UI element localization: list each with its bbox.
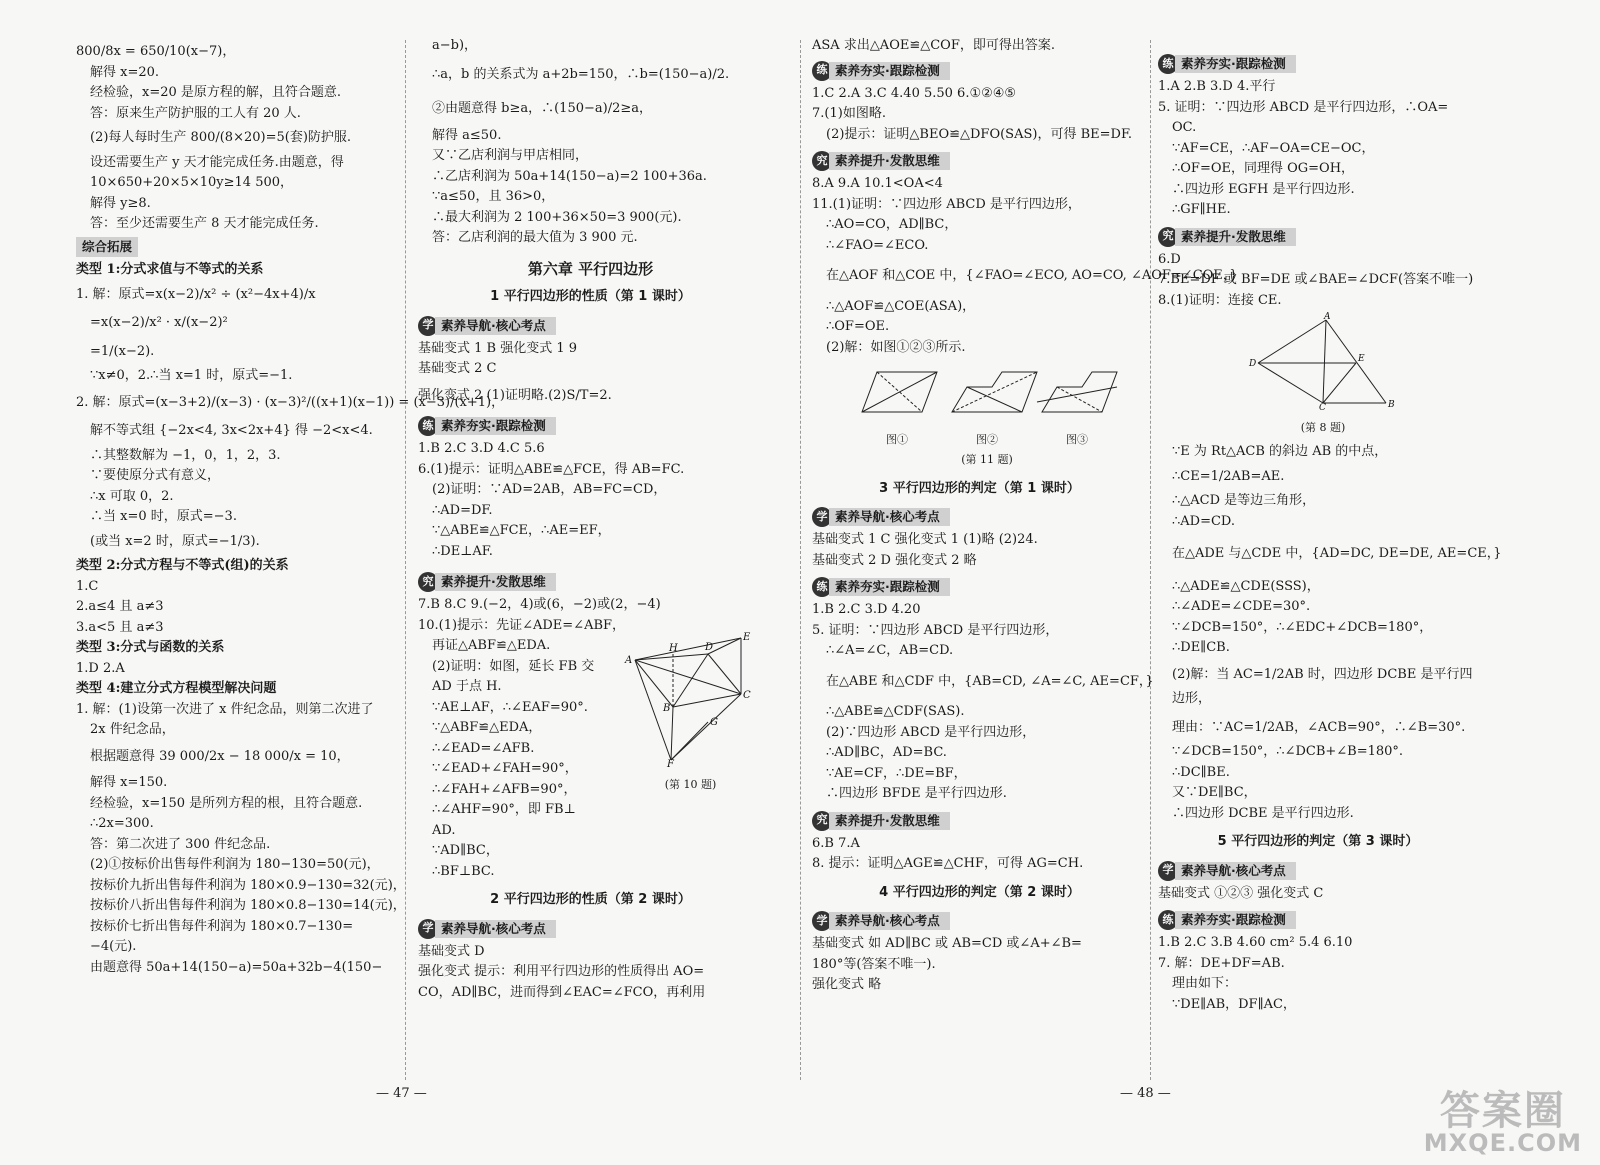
- text-line: ∵E 为 Rt△ACB 的斜边 AB 的中点，: [1172, 444, 1388, 459]
- text-line: ∴△AOF≌△COE(ASA)，: [826, 298, 976, 314]
- text-line: ∴∠ADE=∠CDE=30°.: [1172, 599, 1311, 614]
- text-line: (2)解：如图①②③所示.: [826, 339, 966, 355]
- section-badge: 练: [812, 61, 832, 81]
- section-header: [812, 911, 1147, 931]
- text-line: CO，AD∥BC，进而得到∠EAC=∠FCO，再利用: [418, 984, 706, 1000]
- lesson-title: 2 平行四边形的性质（第 2 课时）: [490, 892, 691, 907]
- text-line: ∴x 可取 0，2.: [90, 488, 174, 504]
- text-line: 基础变式 1 C 强化变式 1 (1)略 (2)24.: [812, 532, 1038, 547]
- section-title: 素养夯实·跟踪检测: [1175, 911, 1296, 929]
- type-heading: 类型 4:建立分式方程模型解决问题: [76, 681, 277, 696]
- figure-8-diagram: [1248, 312, 1398, 413]
- text-line: 基础变式 2 D 强化变式 2 略: [812, 552, 977, 568]
- section-badge: 究: [1158, 227, 1178, 247]
- text-line: ∴DC∥BE.: [1172, 764, 1230, 780]
- svg-text:C: C: [1319, 403, 1326, 413]
- svg-text:E: E: [1358, 354, 1365, 364]
- section-header: [812, 151, 1147, 171]
- text-line: ∵a≤50，且 36>0，: [432, 189, 555, 204]
- text-line: ∵AF=CE，∴AF−OA=CE−OC，: [1172, 140, 1375, 156]
- column-2: [418, 38, 763, 1003]
- text-line: ∴∠AHF=90°，即 FB⊥: [432, 802, 576, 817]
- text-line: ∵∠DCB=150°，∴∠EDC+∠DCB=180°，: [1172, 619, 1433, 635]
- text-line: 2. 解：原式=(x−3+2)/(x−3) · (x−3)²/((x+1)(x−1)) = (x−3)/(x+1)，: [76, 394, 505, 410]
- page-number-right: — 48 —: [1120, 1086, 1171, 1101]
- section-badge: 练: [1158, 910, 1178, 930]
- svg-text:C: C: [743, 690, 751, 701]
- text-line: ∴∠A=∠C，AB=CD.: [826, 643, 954, 658]
- text-line: ∴CE=1/2AB=AE.: [1172, 468, 1285, 484]
- section-badge: 学: [418, 919, 438, 939]
- type-heading: 类型 1:分式求值与不等式的关系: [76, 262, 264, 277]
- section-header: [418, 572, 763, 592]
- section-title: 素养提升·发散思维: [829, 812, 950, 830]
- svg-text:F: F: [667, 759, 674, 770]
- text-line: 6.B 7.A: [812, 835, 860, 851]
- section-badge: 学: [418, 316, 438, 336]
- section-title: 素养提升·发散思维: [1175, 228, 1296, 246]
- figure-10: [623, 632, 758, 791]
- text-line: 答：第二次进了 300 件纪念品.: [90, 836, 271, 852]
- text-line: 答：原来生产防护服的工人有 20 人.: [90, 105, 301, 121]
- text-line: −4(元).: [90, 939, 137, 954]
- text-line: ∵△ABE≌△FCE，∴AE=EF，: [432, 523, 611, 538]
- section-header: [1158, 861, 1478, 881]
- text-line: ∵AD∥BC，: [432, 843, 499, 858]
- section-header: [418, 919, 763, 939]
- text-line: (2)解：当 AC=1/2AB 时，四边形 DCBE 是平行四: [1172, 666, 1473, 682]
- section-title: 素养导航·核心考点: [1175, 862, 1296, 880]
- section-badge: 练: [812, 577, 832, 597]
- text-line: 基础变式 D: [418, 943, 485, 959]
- lesson-title: 3 平行四边形的判定（第 1 课时）: [879, 480, 1080, 496]
- text-line: 基础变式 2 C: [418, 361, 497, 376]
- text-line: 3.a<5 且 a≠3: [76, 619, 164, 635]
- text-line: 解得 y≥8.: [90, 195, 151, 211]
- watermark-text: 答案圈: [1439, 1088, 1566, 1134]
- watermark-logo: [1423, 1088, 1582, 1157]
- lesson-title: 1 平行四边形的性质（第 1 课时）: [490, 289, 691, 304]
- text-line: ∵∠EAD+∠FAH=90°，: [432, 761, 578, 776]
- figure-10-diagram: [623, 632, 758, 770]
- text-line: ∴∠EAD=∠AFB.: [432, 740, 535, 756]
- text-line: 基础变式 如 AD∥BC 或 AB=CD 或∠A+∠B=: [812, 936, 1082, 951]
- text-line: 基础变式 ①②③ 强化变式 C: [1158, 885, 1324, 901]
- text-line: ∴DE⊥AF.: [432, 543, 493, 559]
- text-line: ∴乙店利润为 50a+14(150−a)=2 100+36a.: [432, 168, 707, 184]
- text-line: 8.A 9.A 10.1<OA<4: [812, 176, 943, 191]
- text-line: ∴AD=DF.: [432, 502, 493, 518]
- text-line: =1/(x−2).: [90, 343, 155, 359]
- text-line: ∴其整数解为 −1，0，1，2，3.: [90, 447, 281, 463]
- svg-text:A: A: [625, 655, 633, 666]
- text-line: ∵DE∥AB，DF∥AC，: [1172, 996, 1296, 1012]
- text-line: (2)每人每时生产 800/(8×20)=5(套)防护服.: [90, 130, 352, 145]
- text-line: ∴四边形 BFDE 是平行四边形.: [826, 786, 1007, 801]
- text-line: ∴当 x=0 时，原式=−3.: [90, 509, 237, 524]
- watermark-url: MXQE.COM: [1423, 1129, 1582, 1157]
- text-line: a−b)，: [432, 38, 478, 53]
- text-line: (2)①按标价出售每件利润为 180−130=50(元)，: [90, 857, 380, 872]
- text-line: ∵∠DCB=150°，∴∠DCB+∠B=180°.: [1172, 744, 1404, 759]
- text-line: 强化变式 略: [812, 977, 882, 992]
- text-line: 5. 证明：∵四边形 ABCD 是平行四边形，∴OA=: [1158, 99, 1449, 115]
- text-line: (2)∵四边形 ABCD 是平行四边形，: [826, 724, 1036, 740]
- text-line: ∴DE∥CB.: [1172, 640, 1230, 655]
- type-heading: 类型 3:分式与函数的关系: [76, 640, 225, 655]
- text-line: (2)证明：∵AD=2AB，AB=FC=CD，: [432, 482, 667, 497]
- text-line: AD 于点 H.: [432, 679, 502, 694]
- text-line: 1.B 2.C 3.B 4.60 cm² 5.4 6.10: [1158, 935, 1353, 950]
- section-badge: 究: [812, 151, 832, 171]
- text-line: 强化变式 2 (1)证明略.(2)S/T=2.: [418, 387, 612, 403]
- column-divider-left: [405, 40, 406, 1080]
- text-line: 由题意得 50a+14(150−a)=50a+32b−4(150−: [90, 959, 383, 975]
- text-line: 解得 x=20.: [90, 64, 160, 80]
- text-line: 答：乙店利润的最大值为 3 900 元.: [432, 230, 638, 245]
- text-line: 6.(1)提示：证明△ABE≌△FCE，得 AB=FC.: [418, 461, 685, 477]
- text-line: 根据题意得 39 000/2x − 18 000/x = 10，: [90, 748, 350, 764]
- svg-text:D: D: [1249, 359, 1257, 369]
- text-line: ∵△ABF≌△EDA，: [432, 720, 542, 735]
- text-line: ②由题意得 b≥a，∴(150−a)/2≥a，: [432, 101, 652, 116]
- text-line: 5. 证明：∵四边形 ABCD 是平行四边形，: [812, 622, 1059, 638]
- text-line: 经检验，x=20 是原方程的解，且符合题意.: [90, 85, 342, 100]
- text-line: 又∵DE∥BC，: [1172, 785, 1257, 800]
- text-line: 1. 解：(1)设第一次进了 x 件纪念品，则第二次进了: [76, 701, 374, 717]
- text-line: 理由：∵AC=1/2AB，∠ACB=90°，∴∠B=30°.: [1172, 719, 1466, 735]
- section-badge: 练: [418, 416, 438, 436]
- text-line: ∴AD=CD.: [1172, 513, 1236, 529]
- text-line: ∴最大利润为 2 100+36×50=3 900(元).: [432, 209, 682, 225]
- column-4: [1158, 42, 1502, 1015]
- figure-label: 图②: [976, 432, 998, 446]
- text-line: =x(x−2)/x² · x/(x−2)²: [90, 315, 228, 330]
- section-header: [418, 416, 763, 436]
- svg-text:B: B: [1388, 400, 1395, 410]
- section-badge: 学: [812, 911, 832, 931]
- column-divider-right: [1150, 40, 1151, 1080]
- type-heading: 类型 2:分式方程与不等式(组)的关系: [76, 558, 289, 573]
- text-line: AD.: [432, 822, 456, 838]
- figure-label: 图①: [886, 432, 908, 446]
- chapter-title: 第六章 平行四边形: [527, 259, 654, 278]
- svg-text:E: E: [743, 632, 751, 643]
- text-line: 1.C 2.A 3.C 4.40 5.50 6.①②④⑤: [812, 85, 1017, 101]
- text-line: 在△ABE 和△CDF 中，{AB=CD, ∠A=∠C, AE=CF，}: [826, 673, 1154, 689]
- text-line: 8. 提示：证明△AGE≌△CHF，可得 AG=CH.: [812, 856, 1084, 871]
- text-line: (2)证明：如图，延长 FB 交: [432, 658, 595, 674]
- section-header: [812, 507, 1147, 527]
- section-tag: 综合拓展: [76, 237, 138, 258]
- svg-text:D: D: [705, 642, 714, 653]
- text-line: 边形，: [1172, 691, 1212, 706]
- text-line: 强化变式 提示：利用平行四边形的性质得出 AO=: [418, 964, 705, 979]
- text-line: 答：至少还需要生产 8 天才能完成任务.: [90, 216, 319, 231]
- text-line: 6.D: [1158, 251, 1181, 267]
- text-line: 1.B 2.C 3.D 4.C 5.6: [418, 441, 545, 456]
- section-badge: 学: [812, 507, 832, 527]
- text-line: 再证△ABF≌△EDA.: [432, 638, 551, 653]
- figure-caption: (第 8 题): [1300, 420, 1346, 434]
- text-line: 7.BE=DF 或 BF=DE 或∠BAE=∠DCF(答案不唯一): [1158, 272, 1474, 287]
- text-line: (2)提示：证明△BEO≌△DFO(SAS)，可得 BE=DF.: [826, 126, 1133, 142]
- text-line: 7.(1)如图略.: [812, 106, 886, 121]
- text-line: 7.B 8.C 9.(−2，4)或(6，−2)或(2，−4): [418, 597, 661, 612]
- section-badge: 练: [1158, 54, 1178, 74]
- section-title: 素养导航·核心考点: [829, 508, 950, 526]
- section-title: 素养导航·核心考点: [435, 920, 556, 938]
- text-line: OC.: [1172, 120, 1197, 135]
- section-header: [1158, 227, 1478, 247]
- figure-8: [1158, 312, 1478, 438]
- text-line: ∴AO=CO，AD∥BC，: [826, 217, 958, 232]
- text-line: ∴四边形 EGFH 是平行四边形.: [1172, 181, 1355, 197]
- section-title: 素养提升·发散思维: [435, 573, 556, 591]
- text-line: ∴△ACD 是等边三角形，: [1172, 493, 1316, 508]
- text-line: 1.C: [76, 578, 99, 594]
- text-line: ∴OF=OE.: [826, 319, 890, 334]
- section-badge: 究: [812, 811, 832, 831]
- text-line: ∴a，b 的关系式为 a+2b=150，∴b=(150−a)/2.: [432, 66, 730, 82]
- text-line: 10×650+20×5×10y≥14 500，: [90, 175, 294, 190]
- text-line: 又∵乙店利润与甲店相同，: [432, 148, 589, 163]
- text-line: ∵要使原分式有意义，: [90, 468, 221, 483]
- figure-11-diagram: [852, 362, 1122, 422]
- section-header: [1158, 54, 1478, 74]
- svg-text:A: A: [1324, 312, 1331, 322]
- svg-text:B: B: [663, 703, 671, 714]
- text-line: 经检验，x=150 是所列方程的根，且符合题意.: [90, 795, 363, 811]
- text-line: ∴∠FAO=∠ECO.: [826, 237, 929, 253]
- text-line: (或当 x=2 时，原式=−1/3).: [90, 533, 260, 549]
- text-line: ASA 求出△AOE≌△COF，即可得出答案.: [812, 38, 1055, 53]
- text-line: 11.(1)证明：∵四边形 ABCD 是平行四边形，: [812, 196, 1081, 212]
- section-header: [418, 316, 763, 336]
- section-title: 素养提升·发散思维: [829, 152, 950, 170]
- text-line: ∴AD∥BC，AD=BC.: [826, 745, 947, 760]
- text-line: 800/8x = 650/10(x−7)，: [76, 44, 236, 59]
- text-line: ∴△ADE≌△CDE(SSS)，: [1172, 578, 1320, 594]
- text-line: ∴GF∥HE.: [1172, 202, 1231, 217]
- text-line: 1. 解：原式=x(x−2)/x² ÷ (x²−4x+4)/x: [76, 286, 316, 302]
- section-title: 素养夯实·跟踪检测: [829, 578, 950, 596]
- text-line: ∵AE⊥AF，∴∠EAF=90°.: [432, 699, 588, 715]
- section-header: [1158, 910, 1478, 930]
- text-line: ∴BF⊥BC.: [432, 863, 495, 879]
- svg-text:H: H: [669, 643, 678, 654]
- text-line: ∵x≠0，2.∴当 x=1 时，原式=−1.: [90, 368, 293, 383]
- text-line: 7. 解：DE+DF=AB.: [1158, 955, 1285, 971]
- text-line: 8.(1)证明：连接 CE.: [1158, 292, 1282, 308]
- section-title: 素养导航·核心考点: [435, 317, 556, 335]
- text-line: ∴2x=300.: [90, 816, 154, 831]
- text-line: 按标价八折出售每件利润为 180×0.8−130=14(元)，: [90, 898, 406, 913]
- figure-label: 图③: [1066, 432, 1088, 446]
- text-line: 在△ADE 与△CDE 中，{AD=DC, DE=DE, AE=CE，}: [1172, 546, 1502, 561]
- text-line: 按标价九折出售每件利润为 180×0.9−130=32(元)，: [90, 877, 406, 893]
- section-badge: 学: [1158, 861, 1178, 881]
- text-line: ∴△ABE≌△CDF(SAS).: [826, 704, 965, 719]
- text-line: 10.(1)提示：先证∠ADE=∠ABF，: [418, 617, 626, 633]
- text-line: 2.a≤4 且 a≠3: [76, 599, 164, 614]
- text-line: ∴OF=OE，同理得 OG=OH，: [1172, 161, 1355, 176]
- text-line: 在△AOF 和△COE 中，{∠FAO=∠ECO, AO=CO, ∠AOF=∠COE，}: [826, 268, 1238, 283]
- text-line: ∴∠FAH+∠AFB=90°，: [432, 781, 577, 797]
- section-header: [812, 811, 1147, 831]
- text-line: ∵AE=CF，∴DE=BF，: [826, 765, 967, 781]
- section-header: [812, 577, 1147, 597]
- text-line: 解得 a≤50.: [432, 127, 502, 143]
- section-title: 素养夯实·跟踪检测: [1175, 55, 1296, 73]
- text-line: 解不等式组 {−2x<4, 3x<2x+4} 得 −2<x<4.: [90, 423, 373, 438]
- section-title: 素养导航·核心考点: [829, 912, 950, 930]
- section-title: 素养夯实·跟踪检测: [435, 417, 556, 435]
- column-divider-middle: [800, 40, 801, 1080]
- text-line: 1.A 2.B 3.D 4.平行: [1158, 79, 1276, 94]
- lesson-title: 4 平行四边形的判定（第 2 课时）: [879, 884, 1080, 900]
- lesson-title: 5 平行四边形的判定（第 3 课时）: [1217, 834, 1419, 849]
- section-badge: 究: [418, 572, 438, 592]
- text-line: 设还需要生产 y 天才能完成任务.由题意，得: [90, 154, 344, 170]
- figure-caption: (第 11 题): [961, 453, 1013, 466]
- section-title: 素养夯实·跟踪检测: [829, 62, 950, 80]
- text-line: 解得 x=150.: [90, 775, 168, 790]
- section-header: [812, 61, 1147, 81]
- text-line: ∴四边形 DCBE 是平行四边形.: [1172, 805, 1354, 821]
- text-line: 基础变式 1 B 强化变式 1 9: [418, 340, 578, 356]
- figure-11: [812, 362, 1147, 471]
- text-line: 理由如下：: [1172, 976, 1238, 991]
- svg-text:G: G: [710, 717, 718, 728]
- text-line: 2x 件纪念品，: [90, 722, 175, 737]
- figure-caption: (第 10 题): [664, 777, 717, 791]
- page-number-left: — 47 —: [376, 1086, 427, 1101]
- text-line: 1.B 2.C 3.D 4.20: [812, 602, 921, 617]
- text-line: 按标价七折出售每件利润为 180×0.7−130=: [90, 918, 354, 934]
- text-line: 180°等(答案不唯一).: [812, 956, 936, 972]
- text-line: 1.D 2.A: [76, 660, 125, 676]
